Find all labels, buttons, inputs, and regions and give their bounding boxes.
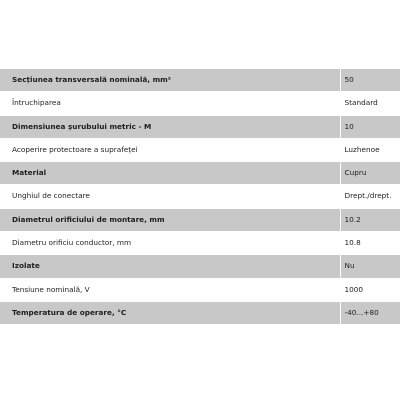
spec-value: 50 bbox=[340, 69, 400, 92]
spec-label: Întruchiparea bbox=[0, 92, 340, 115]
spec-value: Cupru bbox=[340, 162, 400, 185]
spec-label: Material bbox=[0, 162, 340, 185]
table-row bbox=[0, 232, 400, 255]
spec-value: 10.2 bbox=[340, 208, 400, 231]
spec-value: 1000 bbox=[340, 278, 400, 301]
spec-value: -40...+80 bbox=[340, 301, 400, 324]
spec-label: Tensiune nominală, V bbox=[0, 278, 340, 301]
spec-value: 10.8 bbox=[340, 232, 400, 255]
table-row bbox=[0, 138, 400, 161]
spec-value: Luzhenoe bbox=[340, 138, 400, 161]
table-row bbox=[0, 69, 400, 92]
spec-label: Secțiunea transversală nominală, mm² bbox=[0, 69, 340, 92]
spec-label: Dimensiunea șurubului metric - M bbox=[0, 115, 340, 138]
spec-label: Diametrul orificiului de montare, mm bbox=[0, 208, 340, 231]
spec-label: Acoperire protectoare a suprafeței bbox=[0, 138, 340, 161]
table-row bbox=[0, 301, 400, 324]
table-row bbox=[0, 162, 400, 185]
spec-value: Drept./drept. bbox=[340, 185, 400, 208]
spec-label: Izolate bbox=[0, 255, 340, 278]
table-row bbox=[0, 92, 400, 115]
spec-label: Unghiul de conectare bbox=[0, 185, 340, 208]
spec-value: 10 bbox=[340, 115, 400, 138]
table-row bbox=[0, 255, 400, 278]
spec-value: Standard bbox=[340, 92, 400, 115]
spec-label: Diametru orificiu conductor, mm bbox=[0, 232, 340, 255]
spec-table bbox=[0, 69, 400, 325]
table-row bbox=[0, 115, 400, 138]
table-row bbox=[0, 278, 400, 301]
spec-value: Nu bbox=[340, 255, 400, 278]
spec-label: Temperatura de operare, °C bbox=[0, 301, 340, 324]
table-row bbox=[0, 208, 400, 231]
table-row bbox=[0, 185, 400, 208]
